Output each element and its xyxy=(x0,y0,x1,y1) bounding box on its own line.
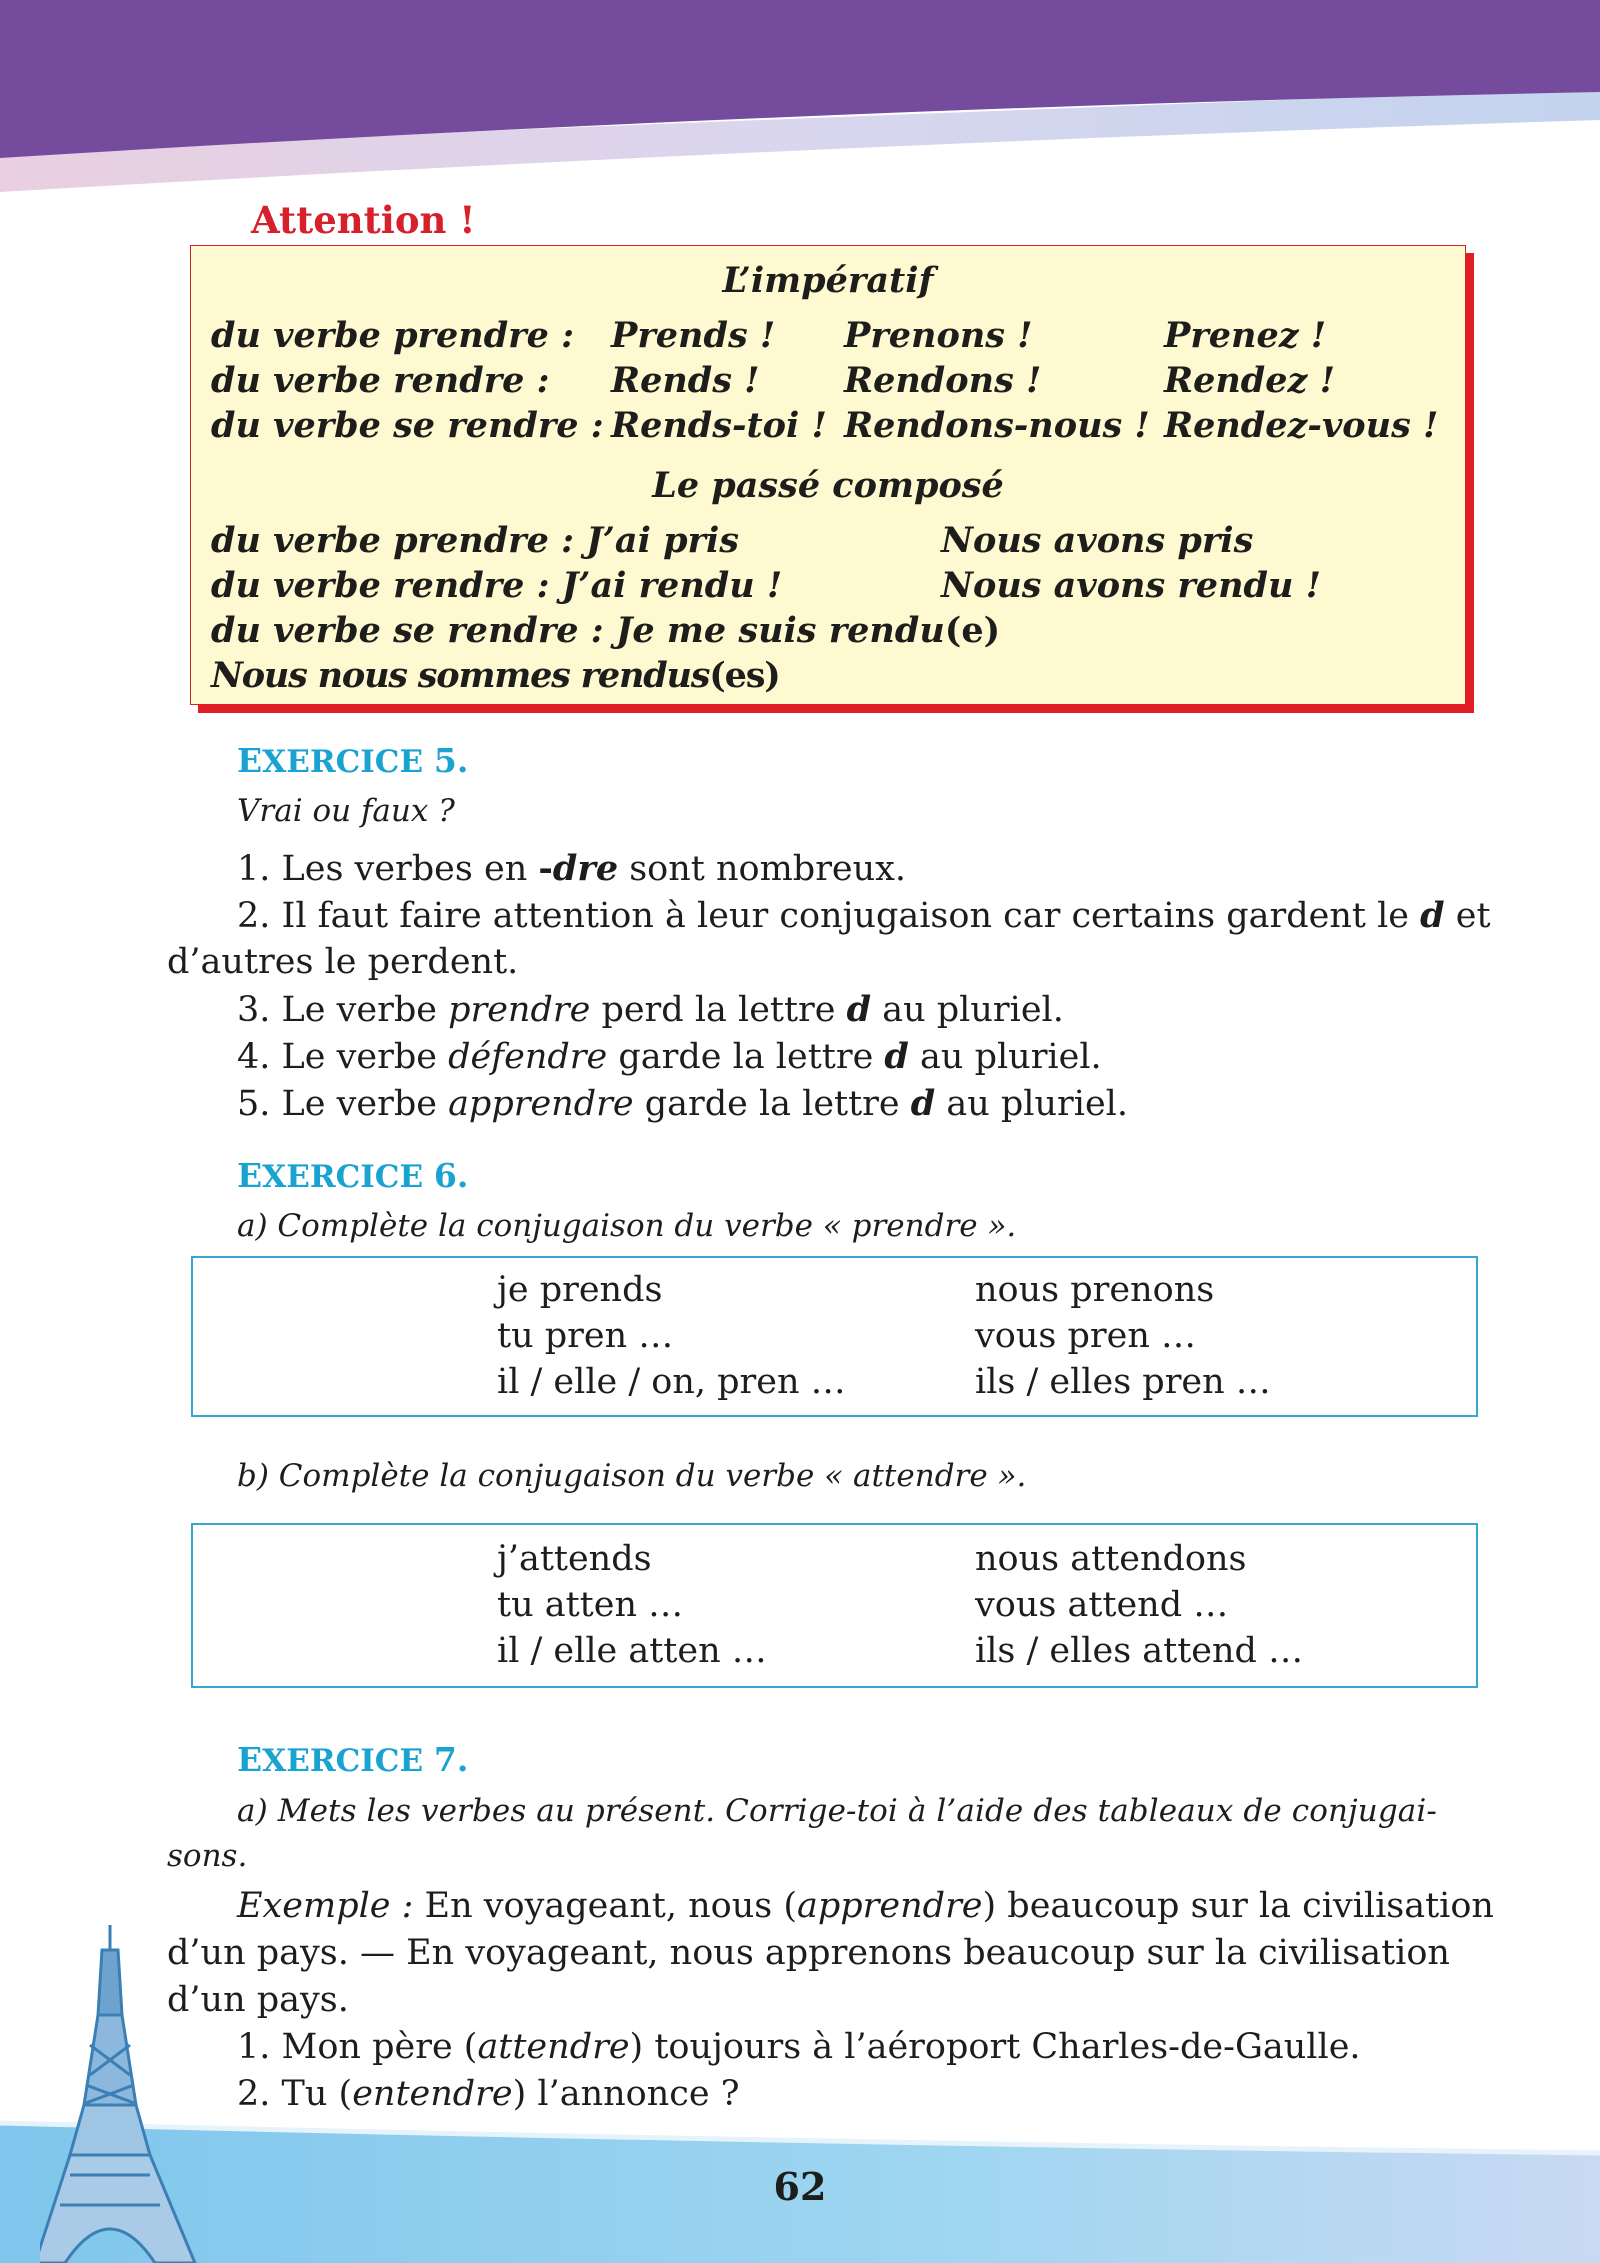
question-2 xyxy=(237,2071,740,2118)
text: d xyxy=(884,1036,909,1077)
exercice-6-title xyxy=(237,1156,468,1195)
text: garde la lettre xyxy=(633,1084,911,1124)
conj-cell: nous attendons xyxy=(975,1539,1247,1579)
verb-label: du verbe prendre : xyxy=(211,315,574,356)
text: 5. Le verbe xyxy=(237,1084,449,1124)
exercice-7-instruction: a) Mets les verbes au présent. Corrige-toi à l’aide des tableaux de conjugai- xyxy=(237,1793,1437,1829)
statement-2 xyxy=(237,892,1491,940)
form-vous: Rendez-vous ! xyxy=(1164,405,1439,446)
passe-plural: Nous avons pris xyxy=(941,520,1254,561)
text: entendre xyxy=(352,2074,513,2114)
form-nous: Prenons ! xyxy=(844,315,1033,356)
form-nous: Rendons-nous ! xyxy=(844,405,1150,446)
conj-cell: ils / elles attend … xyxy=(975,1631,1304,1671)
exercice-5-title xyxy=(237,741,468,780)
text: ) l’annonce ? xyxy=(512,2074,740,2114)
imperatif-row xyxy=(211,403,1451,448)
text: sont nombreux. xyxy=(618,849,907,889)
text: dre xyxy=(552,848,619,889)
text: défendre xyxy=(448,1037,608,1077)
exercice-7-instruction-continuation: sons. xyxy=(167,1838,248,1874)
example-line-2: d’un pays. — En voyageant, nous apprenons beaucoup sur la civilisation xyxy=(167,1933,1450,1973)
title-rest: XERCICE xyxy=(262,744,424,780)
exercice-5-instruction: Vrai ou faux ? xyxy=(237,793,455,829)
verb-label: du verbe rendre : xyxy=(211,360,550,401)
text: apprendre xyxy=(448,1084,634,1124)
text: 2. Tu ( xyxy=(237,2074,353,2114)
imperatif-row xyxy=(211,313,1451,358)
se-rendre-suffix: (e) xyxy=(944,610,1001,651)
header-decoration xyxy=(0,0,1600,200)
text: 1. Mon père ( xyxy=(237,2027,478,2067)
passe-compose-heading: Le passé composé xyxy=(652,465,1004,506)
form-tu: Rends-toi ! xyxy=(611,405,827,446)
conjugation-box-attendre xyxy=(191,1523,1478,1688)
passe-row-se-rendre xyxy=(211,608,1451,653)
nous-text: Nous nous sommes rendus xyxy=(211,655,710,696)
conj-cell: tu atten … xyxy=(497,1585,684,1625)
title-rest: XERCICE xyxy=(262,1159,424,1195)
statement-3 xyxy=(237,986,1064,1034)
passe-se-rendre xyxy=(211,608,1000,653)
text: 1. Les verbes en xyxy=(237,849,539,889)
statement-5 xyxy=(237,1080,1128,1128)
conj-cell: ils / elles pren … xyxy=(975,1362,1271,1402)
statement-4 xyxy=(237,1033,1102,1081)
se-rendre-text: du verbe se rendre : Je me suis rendu xyxy=(211,610,945,651)
text: au pluriel. xyxy=(935,1084,1128,1124)
attention-title: Attention ! xyxy=(251,198,476,242)
exercice-6b-instruction: b) Complète la conjugaison du verbe « attendre ». xyxy=(237,1458,1027,1494)
text: ) beaucoup sur la civilisation xyxy=(982,1886,1494,1926)
exercice-7-title xyxy=(237,1740,468,1779)
conj-cell: j’attends xyxy=(497,1539,652,1579)
title-number: 6. xyxy=(433,1156,469,1195)
attention-box xyxy=(190,245,1466,705)
nous-suffix: (es) xyxy=(709,655,780,696)
passe-singular: du verbe rendre : J’ai rendu ! xyxy=(211,565,783,606)
text: d xyxy=(1420,895,1445,936)
passe-row-nous xyxy=(211,653,1451,698)
text: d xyxy=(910,1083,936,1124)
conjugation-box-prendre xyxy=(191,1256,1478,1417)
text: prendre xyxy=(448,990,591,1030)
exercice-6a-instruction: a) Complète la conjugaison du verbe « prendre ». xyxy=(237,1208,1017,1244)
title-number: 7. xyxy=(433,1740,469,1779)
form-vous: Rendez ! xyxy=(1164,360,1335,401)
text: ) toujours à l’aéroport Charles-de-Gaulle. xyxy=(629,2027,1361,2067)
text: au pluriel. xyxy=(871,990,1064,1030)
passe-row xyxy=(211,518,1451,563)
text: 3. Le verbe xyxy=(237,990,449,1030)
text: garde la lettre xyxy=(607,1037,885,1077)
page-number: 62 xyxy=(773,2164,827,2209)
text: - xyxy=(538,848,553,889)
example-line-1 xyxy=(237,1883,1494,1930)
conj-cell: je prends xyxy=(497,1270,663,1310)
text: Exemple : xyxy=(237,1886,414,1926)
conj-cell: vous attend … xyxy=(975,1585,1229,1625)
text: au pluriel. xyxy=(908,1037,1102,1077)
question-1 xyxy=(237,2024,1361,2071)
text: 2. Il faut faire attention à leur conjugaison car certains gardent le xyxy=(237,896,1421,936)
text: apprendre xyxy=(797,1886,983,1926)
title-rest: XERCICE xyxy=(262,1743,424,1779)
imperatif-row xyxy=(211,358,1451,403)
conj-cell: il / elle atten … xyxy=(497,1631,767,1671)
passe-singular: du verbe prendre : J’ai pris xyxy=(211,520,739,561)
verb-label: du verbe se rendre : xyxy=(211,405,604,446)
text: et xyxy=(1444,896,1491,936)
text: perd la lettre xyxy=(590,990,847,1030)
conj-cell: vous pren … xyxy=(975,1316,1196,1356)
form-nous: Rendons ! xyxy=(844,360,1042,401)
title-initial: E xyxy=(237,741,263,780)
form-tu: Rends ! xyxy=(611,360,760,401)
text: En voyageant, nous ( xyxy=(413,1886,797,1926)
text: 4. Le verbe xyxy=(237,1037,449,1077)
statement-2-continuation: d’autres le perdent. xyxy=(167,942,519,982)
conj-cell: il / elle / on, pren … xyxy=(497,1362,846,1402)
statement-1 xyxy=(237,845,906,893)
title-initial: E xyxy=(237,1740,263,1779)
title-initial: E xyxy=(237,1156,263,1195)
passe-plural: Nous avons rendu ! xyxy=(941,565,1321,606)
passe-nous xyxy=(211,653,780,698)
title-number: 5. xyxy=(433,741,469,780)
imperatif-heading: L’impératif xyxy=(722,260,934,301)
text: d xyxy=(846,989,872,1030)
form-vous: Prenez ! xyxy=(1164,315,1327,356)
passe-row xyxy=(211,563,1451,608)
text: attendre xyxy=(477,2027,630,2067)
conj-cell: nous prenons xyxy=(975,1270,1215,1310)
form-tu: Prends ! xyxy=(611,315,776,356)
conj-cell: tu pren … xyxy=(497,1316,674,1356)
example-line-3: d’un pays. xyxy=(167,1980,349,2020)
